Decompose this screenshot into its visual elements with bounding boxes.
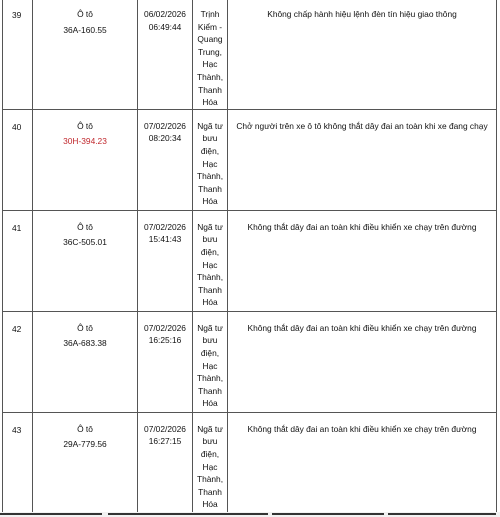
violation-date: 07/02/2026 xyxy=(144,221,186,232)
vehicle-cell xyxy=(33,210,138,311)
violation-time: 06:49:44 xyxy=(148,21,182,32)
datetime-cell xyxy=(138,412,193,513)
vehicle-cell xyxy=(33,412,138,513)
row-number-cell: 40 xyxy=(3,109,33,210)
vehicle-cell xyxy=(33,0,138,109)
scrollbar-segment xyxy=(108,513,268,515)
location-line: bưu xyxy=(202,436,218,447)
location-line: Thanh xyxy=(198,84,222,95)
row-number-cell: 43 xyxy=(3,412,33,513)
location-line: Hóa xyxy=(202,398,218,409)
location-line: Hạc xyxy=(202,59,218,70)
license-plate: 36C-505.01 xyxy=(63,237,107,248)
violations-table-body xyxy=(3,0,497,513)
table-row xyxy=(3,412,497,513)
violation-time: 08:20:34 xyxy=(148,133,182,144)
location-line: điện, xyxy=(200,347,220,358)
vehicle-type: Ô tô xyxy=(77,423,93,434)
table-row xyxy=(3,0,497,109)
datetime-cell xyxy=(138,311,193,412)
location-line: Thanh xyxy=(198,183,222,194)
location-line: Ngã tư xyxy=(197,120,223,131)
location-line: Hóa xyxy=(202,196,218,207)
location-cell xyxy=(193,0,228,109)
location-line: Quang xyxy=(197,34,223,45)
location-line: Trịnh xyxy=(200,9,220,19)
violation-date: 07/02/2026 xyxy=(144,322,186,333)
location-line: Hạc xyxy=(202,360,218,371)
violation-time: 16:25:16 xyxy=(148,335,182,346)
location-line: điện, xyxy=(200,145,220,156)
violation-time: 15:41:43 xyxy=(148,234,182,245)
vehicle-type: Ô tô xyxy=(77,9,93,19)
location-line: Hạc xyxy=(202,259,218,270)
datetime-cell xyxy=(138,109,193,210)
violations-table xyxy=(2,0,497,514)
location-line: Trung, xyxy=(198,46,222,57)
location-line: Ngã tư xyxy=(197,423,223,434)
location-line: Hóa xyxy=(202,499,218,510)
location-line: Thanh xyxy=(198,486,222,497)
violation-date: 06/02/2026 xyxy=(144,9,186,19)
location-line: điện, xyxy=(200,246,220,257)
location-line: điện, xyxy=(200,448,220,459)
vehicle-cell xyxy=(33,311,138,412)
location-line: Ngã tư xyxy=(197,322,223,333)
location-cell xyxy=(193,311,228,412)
table-row xyxy=(3,109,497,210)
violation-description: Không chấp hành hiệu lệnh đèn tín hiệu giao thông xyxy=(228,0,497,109)
location-line: bưu xyxy=(202,133,218,144)
location-cell xyxy=(193,210,228,311)
scrollbar-segment xyxy=(272,513,384,515)
violation-time: 16:27:15 xyxy=(148,436,182,447)
violation-description: Không thắt dây đai an toàn khi điều khiển xe chạy trên đường xyxy=(228,210,497,311)
location-line: Thành, xyxy=(196,71,224,82)
location-line: Hạc xyxy=(202,158,218,169)
row-number-cell: 41 xyxy=(3,210,33,311)
violation-date: 07/02/2026 xyxy=(144,120,186,131)
vehicle-cell xyxy=(33,109,138,210)
scrollbar-segment xyxy=(0,513,102,515)
location-line: Hóa xyxy=(202,97,218,108)
location-line: Kiểm - xyxy=(197,21,223,32)
license-plate: 36A-160.55 xyxy=(63,24,107,35)
location-line: Thành, xyxy=(196,171,224,182)
violation-description: Chở người trên xe ô tô không thắt dây đai an toàn khi xe đang chạy xyxy=(228,109,497,210)
table-row xyxy=(3,210,497,311)
location-line: bưu xyxy=(202,335,218,346)
license-plate: 30H-394.23 xyxy=(63,136,107,147)
location-line: Hạc xyxy=(202,461,218,472)
location-line: Ngã tư xyxy=(197,221,223,232)
row-number-cell: 42 xyxy=(3,311,33,412)
datetime-cell xyxy=(138,0,193,109)
location-cell xyxy=(193,412,228,513)
location-line: Thành, xyxy=(196,373,224,384)
datetime-cell xyxy=(138,210,193,311)
location-line: Thanh xyxy=(198,385,222,396)
vehicle-type: Ô tô xyxy=(77,322,93,333)
horizontal-scrollbar[interactable] xyxy=(0,512,500,517)
location-cell xyxy=(193,109,228,210)
violation-description: Không thắt dây đai an toàn khi điều khiển xe chạy trên đường xyxy=(228,412,497,513)
location-line: Thanh xyxy=(198,284,222,295)
scrollbar-segment xyxy=(388,513,496,515)
vehicle-type: Ô tô xyxy=(77,120,93,131)
violation-description: Không thắt dây đai an toàn khi điều khiển xe chạy trên đường xyxy=(228,311,497,412)
location-line: Thành, xyxy=(196,474,224,485)
table-row xyxy=(3,311,497,412)
location-line: bưu xyxy=(202,234,218,245)
location-line: Hóa xyxy=(202,297,218,308)
vehicle-type: Ô tô xyxy=(77,221,93,232)
row-number-cell: 39 xyxy=(3,0,33,109)
location-line: Thành, xyxy=(196,272,224,283)
violation-date: 07/02/2026 xyxy=(144,423,186,434)
license-plate: 36A-683.38 xyxy=(63,338,107,349)
license-plate: 29A-779.56 xyxy=(63,439,107,450)
